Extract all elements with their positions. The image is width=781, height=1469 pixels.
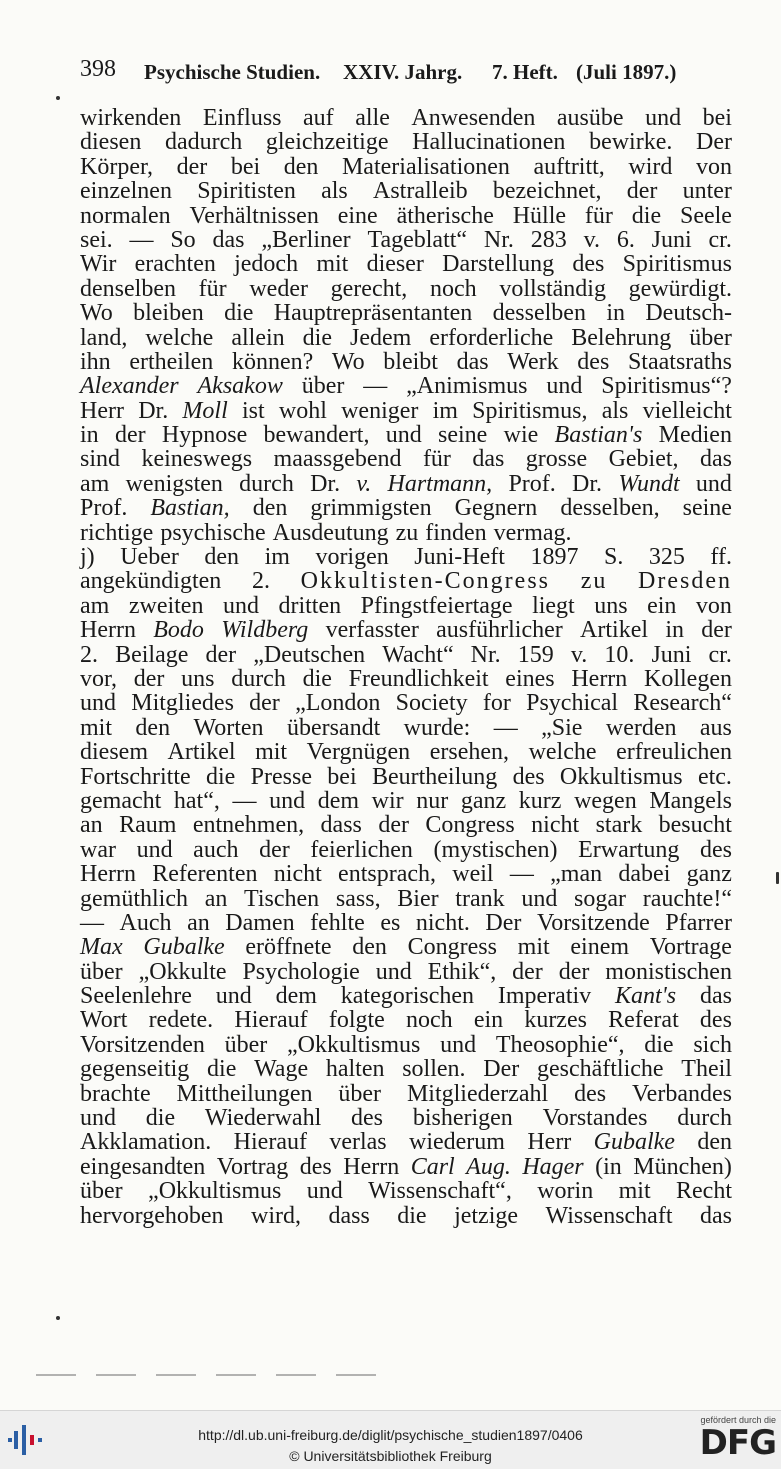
copyright-notice: © Universitätsbibliothek Freiburg [289,1448,492,1464]
text-line: Seelenlehre und dem kategorischen Imperativ Kant's das [80,983,732,1010]
ink-speck [776,872,779,884]
text-line: einzelnen Spiritisten als Astralleib bezeichnet, der unter [80,178,732,205]
text-line: j) Ueber den im vorigen Juni-Heft 1897 S. 325 ff. [80,544,732,571]
issue-date: (Juli 1897.) [576,60,677,84]
text-line: Vorsitzenden über „Okkultismus und Theosophie“, die sich [80,1031,732,1058]
text-line: land, welche allein die Jedem erforderliche Belehrung über [80,324,732,351]
text-line: und Mitgliedes der „London Society for Psychical Research“ [80,690,732,717]
dfg-funding-note: gefördert durch die [700,1415,776,1425]
text-line: eingesandten Vortrag des Herrn Carl Aug. Hager (in München) [80,1153,732,1180]
text-line: vor, der uns durch die Freundlichkeit eines Herrn Kollegen [80,665,732,692]
text-line: diesen dadurch gleichzeitige Hallucinationen bewirke. Der [80,129,732,156]
text-line: Körper, der bei den Materialisationen auftritt, wird von [80,153,732,180]
journal-title: Psychische Studien. [144,60,321,84]
text-line: mit den Worten übersandt wurde: — „Sie werden aus [80,714,732,741]
text-line: diesem Artikel mit Vergnügen ersehen, welche erfreulichen [80,739,732,766]
text-line: Wort redete. Hierauf folgte noch ein kurzes Referat des [80,1007,732,1034]
text-line: richtige psychische Ausdeutung zu finden vermag. [80,519,572,546]
text-line: gemacht hat“, — und dem wir nur ganz kurz wegen Mangels [80,787,732,814]
text-line: ihn ertheilen können? Wo bleibt das Werk des Staatsraths [80,348,732,375]
page-number: 398 [80,56,116,82]
text-line: gegenseitig die Wage halten sollen. Der geschäftliche Theil [80,1056,732,1083]
text-line: an Raum entnehmen, dass der Congress nicht stark besucht [80,812,732,839]
text-line: am zweiten und dritten Pfingstfeiertage liegt uns ein von [80,592,732,619]
running-header [80,56,736,90]
text-line: gemüthlich an Tischen sass, Bier trank und sogar rauchte!“ [80,885,732,912]
text-line: Herrn Referenten nicht entsprach, weil — „man dabei ganz [80,861,732,888]
text-line: Herr Dr. Moll ist wohl weniger im Spiritismus, als vielleicht [80,397,732,424]
text-line: sei. — So das „Berliner Tageblatt“ Nr. 283 v. 6. Juni cr. [80,226,732,253]
text-line: Max Gubalke eröffnete den Congress mit einem Vortrage [80,934,732,961]
text-line: Wo bleiben die Hauptrepräsentanten desselben in Deutsch- [80,300,732,327]
issue-label: 7. Heft. [492,60,558,84]
text-line: brachte Mittheilungen über Mitgliederzahl des Verbandes [80,1080,732,1107]
ink-speck [56,1316,60,1320]
text-line: und die Wiederwahl des bisherigen Vorstandes durch [80,1105,732,1132]
text-line: Akklamation. Hierauf verlas wiederum Herr Gubalke den [80,1129,732,1156]
text-line: war und auch der feierlichen (mystischen) Erwartung des [80,836,732,863]
text-line: denselben für weder gerecht, noch vollständig gewürdigt. [80,275,732,302]
text-line: angekündigten 2. Okkultisten-Congress zu Dresden [80,568,732,595]
text-line: — Auch an Damen fehlte es nicht. Der Vorsitzende Pfarrer [80,909,732,936]
dfg-wordmark: DFG [699,1423,776,1463]
text-line: 2. Beilage der „Deutschen Wacht“ Nr. 159 v. 10. Juni cr. [80,641,732,668]
text-line: am wenigsten durch Dr. v. Hartmann, Prof. Dr. Wundt und [80,470,732,497]
body-text [80,106,732,1228]
text-line: Wir erachten jedoch mit dieser Darstellung des Spiritismus [80,251,732,278]
volume-label: XXIV. Jahrg. [343,60,463,84]
text-line: über „Okkultismus und Wissenschaft“, worin mit Recht [80,1178,732,1205]
text-line: in der Hypnose bewandert, und seine wie Bastian's Medien [80,422,732,449]
viewer-footer [0,1410,781,1469]
text-line: Alexander Aksakow über — „Animismus und Spiritismus“? [80,373,732,400]
text-line: hervorgehoben wird, dass die jetzige Wissenschaft das [80,1202,732,1229]
permalink-url[interactable]: http://dl.ub.uni-freiburg.de/diglit/psychische_studien1897/0406 [198,1427,583,1443]
text-line: Prof. Bastian, den grimmigsten Gegnern desselben, seine [80,495,732,522]
text-line: Herrn Bodo Wildberg verfasster ausführlicher Artikel in der [80,617,732,644]
text-line: normalen Verhältnissen eine ätherische Hülle für die Seele [80,202,732,229]
ink-speck [56,96,60,100]
dfg-logo-icon[interactable] [686,1415,776,1467]
text-line: wirkenden Einfluss auf alle Anwesenden ausübe und bei [80,105,732,131]
bleed-through-rule [36,1374,396,1376]
text-line: über „Okkulte Psychologie und Ethik“, der der monistischen [80,958,732,985]
text-line: Fortschritte die Presse bei Beurtheilung des Okkultismus etc. [80,763,732,790]
text-line: sind keineswegs maassgebend für das grosse Gebiet, das [80,446,732,473]
